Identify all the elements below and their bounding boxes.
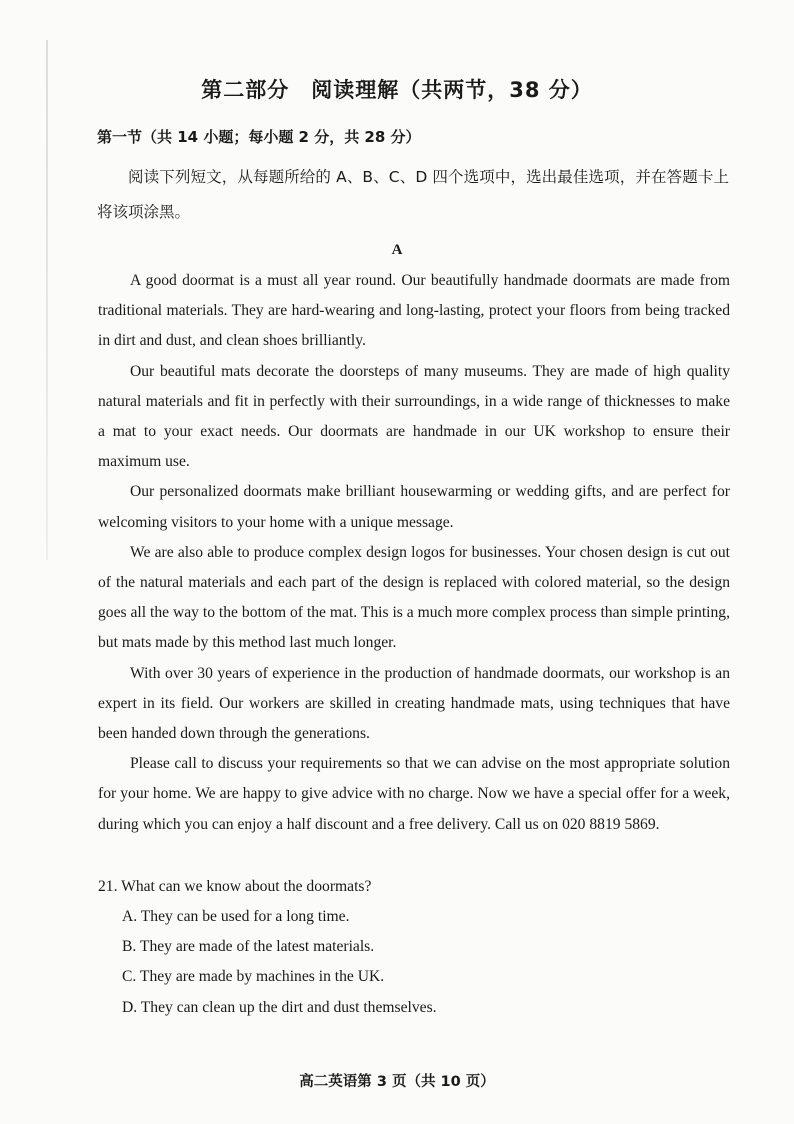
passage-text bbox=[98, 266, 730, 840]
option-c: C. They are made by machines in the UK. bbox=[122, 968, 385, 986]
paragraph: Our personalized doormats make brilliant housewarming or wedding gifts, and are perfect for welcoming visitors to your home with a unique message. bbox=[98, 483, 730, 531]
part-title: 第二部分 阅读理解（共两节，38 分） bbox=[201, 78, 593, 102]
instructions: 阅读下列短文，从每题所给的 A、B、C、D 四个选项中，选出最佳选项，并在答题卡上将该项涂黑。 bbox=[97, 168, 729, 221]
passage-letter: A bbox=[391, 242, 403, 258]
paragraph: With over 30 years of experience in the production of handmade doormats, our workshop is an expert in its field. Our workers are skilled in creating handmade mats, using techniques that have been handed down through the generations. bbox=[98, 664, 730, 743]
paragraph: A good doormat is a must all year round. Our beautifully handmade doormats are made from traditional materials. They are hard-wearing and long-lasting, protect your floors from being tracked in dirt and dust, and clean shoes brilliantly. bbox=[98, 272, 730, 350]
page-footer: 高二英语第 3 页（共 10 页） bbox=[299, 1074, 495, 1090]
option-a: A. They can be used for a long time. bbox=[122, 908, 350, 925]
paragraph: Our beautiful mats decorate the doorsteps of many museums. They are made of high quality natural materials and fit in perfectly with their surroundings, in a wide range of thicknesses to make a mat to your exact needs. Our doormats are handmade in our UK workshop to ensure their maximum use. bbox=[98, 362, 730, 471]
question-stem: 21. What can we know about the doormats? bbox=[98, 878, 372, 895]
scan-edge-shadow bbox=[46, 40, 48, 560]
paragraph: We are also able to produce complex design logos for businesses. Your chosen design is cut out of the natural materials and each part of the design is replaced with colored material, so the design goes all the way to the bottom of the mat. This is a much more complex process than simple printing, but mats made by this method last much longer. bbox=[98, 543, 730, 652]
option-d: D. They can clean up the dirt and dust themselves. bbox=[122, 998, 437, 1016]
section-heading: 第一节（共 14 小题；每小题 2 分，共 28 分） bbox=[97, 128, 421, 146]
paragraph: Please call to discuss your requirements so that we can advise on the most appropriate solution for your home. We are happy to give advice with no charge. Now we have a special offer for a week, during which you can enjoy a half discount and a free delivery. Call us on 020 8819 5869. bbox=[98, 755, 730, 833]
option-b: B. They are made of the latest materials. bbox=[122, 938, 375, 956]
answer-options bbox=[122, 902, 437, 1023]
